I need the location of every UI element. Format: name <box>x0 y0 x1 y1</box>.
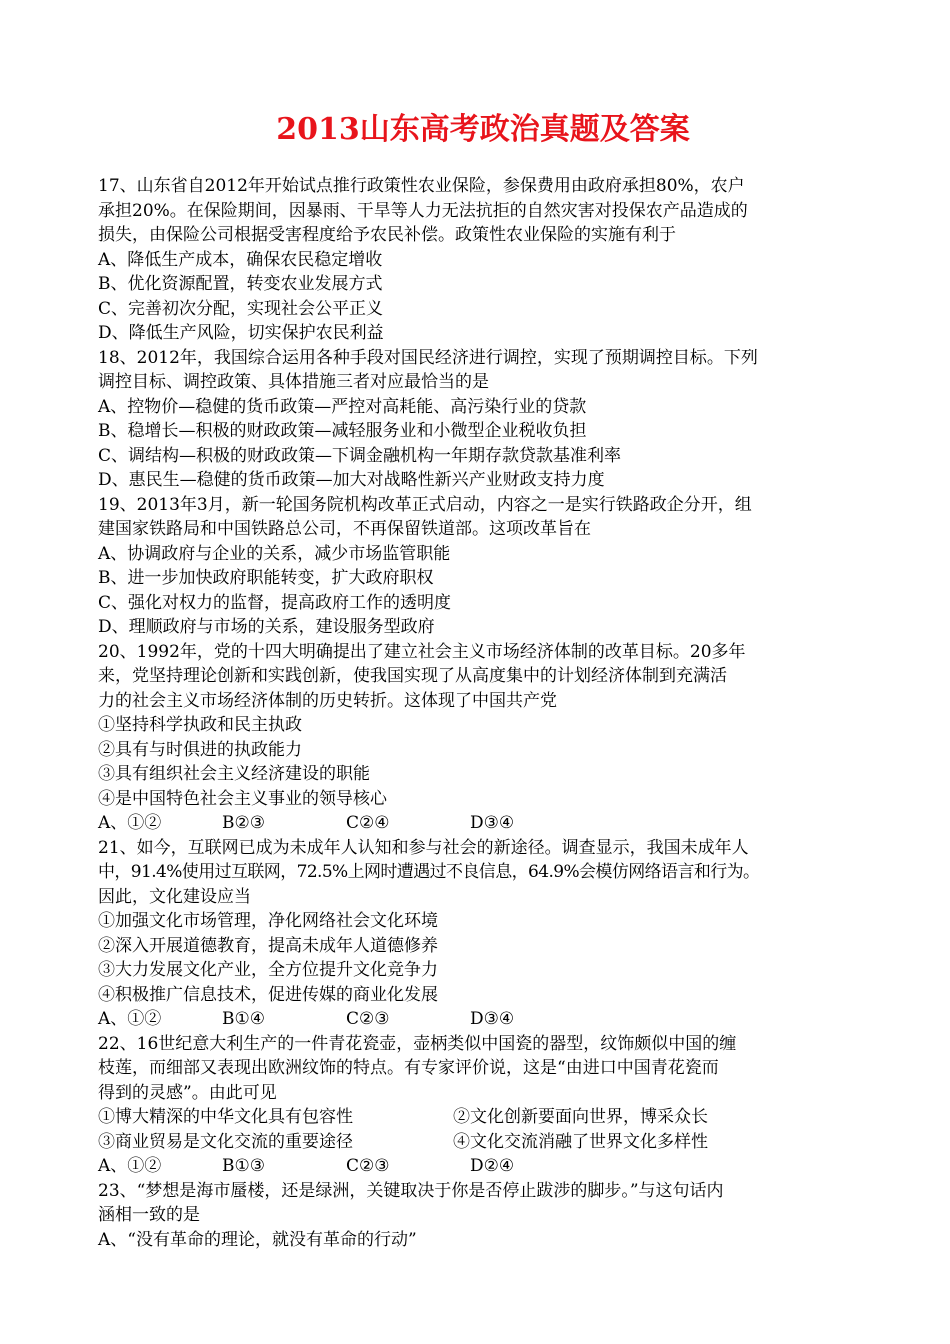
document-title: 2013山东高考政治真题及答案 <box>276 112 690 147</box>
question-stem-line: 中，91.4%使用过互联网，72.5%上网时遭遇过不良信息，64.9%会模仿网络语言和行为。 <box>98 862 760 882</box>
statement-item: ②文化创新要面向世界，博采众长 <box>453 1107 708 1127</box>
answer-option-c: C、强化对权力的监督，提高政府工作的透明度 <box>98 592 452 613</box>
question-stem-line: 调控目标、调控政策、具体措施三者对应最恰当的是 <box>98 372 489 392</box>
question-stem-line: 23、“梦想是海市蜃楼，还是绿洲，关键取决于你是否停止跋涉的脚步。”与这句话内 <box>98 1180 724 1201</box>
answer-choice-d: D③④ <box>470 1009 515 1029</box>
question-18 <box>98 346 868 493</box>
question-stem-line: 枝莲，而细部又表现出欧洲纹饰的特点。有专家评价说，这是“由进口中国青花瓷而 <box>98 1058 719 1078</box>
answer-choices <box>98 1007 868 1032</box>
statement-item: ③大力发展文化产业，全方位提升文化竞争力 <box>98 960 438 980</box>
answer-option-a: A、“没有革命的理论，就没有革命的行动” <box>98 1229 417 1250</box>
answer-choice-b: B①③ <box>222 1156 265 1176</box>
answer-option-b: B、稳增长—积极的财政政策—减轻服务业和小微型企业税收负担 <box>98 421 587 441</box>
question-stem-line: 因此，文化建设应当 <box>98 886 251 907</box>
statement-pair <box>98 1105 868 1130</box>
question-stem-line: 得到的灵感”。由此可见 <box>98 1082 277 1103</box>
answer-option-a: A、协调政府与企业的关系，减少市场监管职能 <box>98 543 451 564</box>
question-stem-line: 损失，由保险公司根据受害程度给予农民补偿。政策性农业保险的实施有利于 <box>98 225 676 245</box>
question-stem-line: 承担20%。在保险期间，因暴雨、干旱等人力无法抗拒的自然灾害对投保农产品造成的 <box>98 200 748 221</box>
question-19 <box>98 493 868 640</box>
answer-choice-a: A、①② <box>98 813 162 833</box>
answer-choice-b: B①④ <box>222 1009 265 1029</box>
answer-choice-a: A、①② <box>98 1009 162 1029</box>
statement-item: ①博大精深的中华文化具有包容性 <box>98 1107 353 1127</box>
answer-choice-c: C②③ <box>346 1156 390 1176</box>
statement-item: ③商业贸易是文化交流的重要途径 <box>98 1131 353 1152</box>
document-page <box>98 0 868 1252</box>
question-22 <box>98 1032 868 1179</box>
statement-item: ③具有组织社会主义经济建设的职能 <box>98 764 370 784</box>
statement-item: ②深入开展道德教育，提高未成年人道德修养 <box>98 935 438 956</box>
answer-option-a: A、降低生产成本，确保农民稳定增收 <box>98 249 383 270</box>
statement-pair <box>98 1130 868 1155</box>
answer-option-d: D、理顺政府与市场的关系，建设服务型政府 <box>98 617 435 637</box>
answer-choice-b: B②③ <box>222 813 265 833</box>
statement-item: ①加强文化市场管理，净化网络社会文化环境 <box>98 911 438 931</box>
question-stem-line: 17、山东省自2012年开始试点推行政策性农业保险，参保费用由政府承担80%，农户 <box>98 176 745 196</box>
answer-choice-d: D③④ <box>470 813 515 833</box>
answer-option-c: C、调结构—积极的财政政策—下调金融机构一年期存款贷款基准利率 <box>98 445 622 466</box>
answer-option-a: A、控物价—稳健的货币政策—严控对高耗能、高污染行业的贷款 <box>98 396 587 417</box>
answer-option-d: D、惠民生—稳健的货币政策—加大对战略性新兴产业财政支持力度 <box>98 470 605 490</box>
statement-item: ④文化交流消融了世界文化多样性 <box>453 1131 708 1152</box>
answer-choice-a: A、①② <box>98 1156 162 1176</box>
question-stem-line: 22、16世纪意大利生产的一件青花瓷壶，壶柄类似中国瓷的器型，纹饰颇似中国的缠 <box>98 1033 737 1054</box>
question-17 <box>98 174 868 346</box>
question-stem-line: 18、2012年，我国综合运用各种手段对国民经济进行调控，实现了预期调控目标。下列 <box>98 347 758 368</box>
document-body <box>98 174 868 1252</box>
question-20 <box>98 640 868 836</box>
answer-choice-d: D②④ <box>470 1156 515 1176</box>
answer-option-b: B、进一步加快政府职能转变，扩大政府职权 <box>98 568 434 588</box>
question-stem-line: 建国家铁路局和中国铁路总公司，不再保留铁道部。这项改革旨在 <box>98 519 591 539</box>
answer-option-d: D、降低生产风险，切实保护农民利益 <box>98 323 384 343</box>
question-23 <box>98 1179 868 1253</box>
statement-item: ④是中国特色社会主义事业的领导核心 <box>98 788 387 809</box>
answer-option-b: B、优化资源配置，转变农业发展方式 <box>98 274 383 294</box>
question-stem-line: 20、1992年，党的十四大明确提出了建立社会主义市场经济体制的改革目标。20多年 <box>98 641 746 662</box>
answer-choices <box>98 1154 868 1179</box>
question-stem-line: 力的社会主义市场经济体制的历史转折。这体现了中国共产党 <box>98 690 557 711</box>
question-stem-line: 涵相一致的是 <box>98 1205 200 1225</box>
question-stem-line: 21、如今，互联网已成为未成年人认知和参与社会的新途径。调查显示，我国未成年人 <box>98 837 749 858</box>
answer-choices <box>98 811 868 836</box>
answer-choice-c: C②③ <box>346 1009 390 1029</box>
question-stem-line: 来，党坚持理论创新和实践创新，使我国实现了从高度集中的计划经济体制到充满活 <box>98 666 727 686</box>
answer-choice-c: C②④ <box>346 813 390 833</box>
statement-item: ②具有与时俱进的执政能力 <box>98 739 302 760</box>
answer-option-c: C、完善初次分配，实现社会公平正义 <box>98 298 384 319</box>
question-stem-line: 19、2013年3月，新一轮国务院机构改革正式启动，内容之一是实行铁路政企分开，组 <box>98 494 752 515</box>
question-21 <box>98 836 868 1032</box>
statement-item: ④积极推广信息技术，促进传媒的商业化发展 <box>98 984 438 1005</box>
statement-item: ①坚持科学执政和民主执政 <box>98 715 302 735</box>
